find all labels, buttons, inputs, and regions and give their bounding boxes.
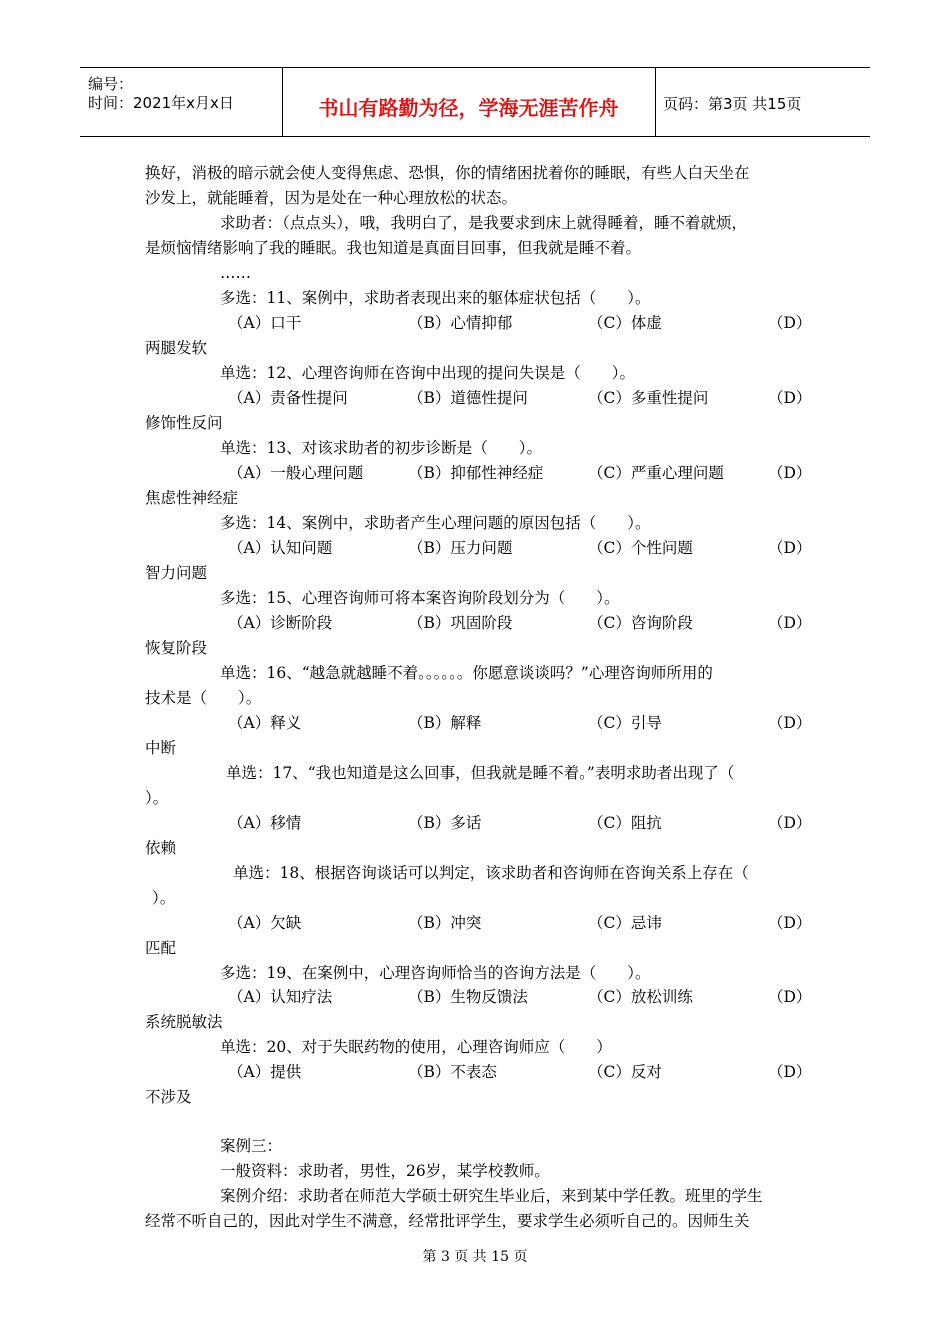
option-d-text: 恢复阶段 xyxy=(145,639,208,657)
option-a: （A）移情 xyxy=(228,814,302,832)
option-d: （D） xyxy=(768,539,812,557)
option-c: （C）咨询阶段 xyxy=(588,614,693,632)
option-d-text: 智力问题 xyxy=(145,564,208,582)
option-c: （C）忌讳 xyxy=(588,914,662,932)
question-14: 多选：14、案例中，求助者产生心理问题的原因包括（ ）。 xyxy=(220,514,651,532)
option-d-text: 系统脱敏法 xyxy=(145,1013,223,1031)
question-19: 多选：19、在案例中，心理咨询师恰当的咨询方法是（ ）。 xyxy=(220,964,651,982)
option-b: （B）抑郁性神经症 xyxy=(408,464,544,482)
option-c: （C）个性问题 xyxy=(588,539,693,557)
question-13: 单选：13、对该求助者的初步诊断是（ ）。 xyxy=(220,439,542,457)
question-20: 单选：20、对于失眠药物的使用，心理咨询师应（ ） xyxy=(220,1038,612,1056)
case-general-info: 一般资料：求助者，男性，26岁，某学校教师。 xyxy=(220,1162,550,1180)
header-meta-cell xyxy=(80,68,283,136)
case-intro: 案例介绍：求助者在师范大学硕士研究生毕业后，来到某中学任教。班里的学生 xyxy=(220,1187,763,1205)
question-18: 单选：18、根据咨询谈话可以判定，该求助者和咨询师在咨询关系上存在（ xyxy=(233,864,749,882)
option-d-text: 两腿发软 xyxy=(145,339,208,357)
page-footer: 第 3 页 共 15 页 xyxy=(422,1249,528,1265)
header-motto-cell xyxy=(282,68,656,136)
option-d: （D） xyxy=(768,389,812,407)
option-d: （D） xyxy=(768,714,812,732)
question-17: 单选：17、“我也知道是这么回事，但我就是睡不着。”表明求助者出现了（ xyxy=(226,764,735,782)
option-d: （D） xyxy=(768,614,812,632)
number-label: 编号： xyxy=(88,75,134,93)
page-header xyxy=(80,67,870,137)
option-b: （B）生物反馈法 xyxy=(408,988,528,1006)
question-11: 多选：11、案例中，求助者表现出来的躯体症状包括（ ）。 xyxy=(220,289,651,307)
option-d-text: 修饰性反问 xyxy=(145,414,223,432)
option-d: （D） xyxy=(768,464,812,482)
option-c: （C）体虚 xyxy=(588,314,662,332)
option-c: （C）放松训练 xyxy=(588,988,693,1006)
option-b: （B）解释 xyxy=(408,714,482,732)
question-16-cont: 技术是（ ）。 xyxy=(145,689,262,707)
option-c: （C）反对 xyxy=(588,1063,662,1081)
option-c: （C）严重心理问题 xyxy=(588,464,724,482)
text-line: …… xyxy=(220,264,251,282)
option-d-text: 不涉及 xyxy=(145,1088,192,1106)
option-d-text: 依赖 xyxy=(145,839,177,857)
page-info: 页码：第3页 共15页 xyxy=(663,95,802,113)
option-b: （B）不表态 xyxy=(408,1063,497,1081)
header-page-cell xyxy=(655,68,870,136)
option-b: （B）冲突 xyxy=(408,914,482,932)
option-a: （A）口干 xyxy=(228,314,302,332)
option-a: （A）认知问题 xyxy=(228,539,333,557)
option-a: （A）提供 xyxy=(228,1063,302,1081)
question-17-cont: ）。 xyxy=(145,789,169,807)
option-a: （A）欠缺 xyxy=(228,914,302,932)
question-12: 单选：12、心理咨询师在咨询中出现的提问失误是（ ）。 xyxy=(220,364,635,382)
time-label: 时间：2021年x月x日 xyxy=(88,94,234,112)
option-b: （B）道德性提问 xyxy=(408,389,528,407)
option-c: （C）多重性提问 xyxy=(588,389,709,407)
option-d: （D） xyxy=(768,988,812,1006)
case-intro-cont: 经常不听自己的，因此对学生不满意，经常批评学生，要求学生必须听自己的。因师生关 xyxy=(145,1212,750,1230)
text-line: 沙发上，就能睡着，因为是处在一种心理放松的状态。 xyxy=(145,189,518,207)
case-heading: 案例三： xyxy=(220,1137,283,1155)
option-c: （C）引导 xyxy=(588,714,662,732)
option-a: （A）认知疗法 xyxy=(228,988,333,1006)
option-a: （A）释义 xyxy=(228,714,302,732)
option-a: （A）诊断阶段 xyxy=(228,614,333,632)
option-d-text: 中断 xyxy=(145,739,177,757)
text-line: 求助者：（点点头），哦，我明白了，是我要求到床上就得睡着，睡不着就烦， xyxy=(220,214,748,232)
option-d-text: 匹配 xyxy=(145,939,177,957)
question-16: 单选：16、“越急就越睡不着。。。。。。你愿意谈谈吗？”心理咨询师所用的 xyxy=(220,664,713,682)
text-line: 换好，消极的暗示就会使人变得焦虑、恐惧，你的情绪困扰着你的睡眠，有些人白天坐在 xyxy=(145,164,750,182)
motto: 书山有路勤为径，学海无涯苦作舟 xyxy=(318,96,619,120)
option-b: （B）压力问题 xyxy=(408,539,513,557)
option-a: （A）责备性提问 xyxy=(228,389,348,407)
option-a: （A）一般心理问题 xyxy=(228,464,364,482)
option-b: （B）多话 xyxy=(408,814,482,832)
question-18-cont: ）。 xyxy=(152,889,176,907)
option-d: （D） xyxy=(768,314,812,332)
option-c: （C）阻抗 xyxy=(588,814,662,832)
option-d: （D） xyxy=(768,814,812,832)
option-b: （B）心情抑郁 xyxy=(408,314,513,332)
option-d-text: 焦虑性神经症 xyxy=(145,489,239,507)
text-line: 是烦恼情绪影响了我的睡眠。我也知道是真面目回事，但我就是睡不着。 xyxy=(145,239,642,257)
option-d: （D） xyxy=(768,914,812,932)
question-15: 多选：15、心理咨询师可将本案咨询阶段划分为（ ）。 xyxy=(220,589,620,607)
option-d: （D） xyxy=(768,1063,812,1081)
option-b: （B）巩固阶段 xyxy=(408,614,513,632)
